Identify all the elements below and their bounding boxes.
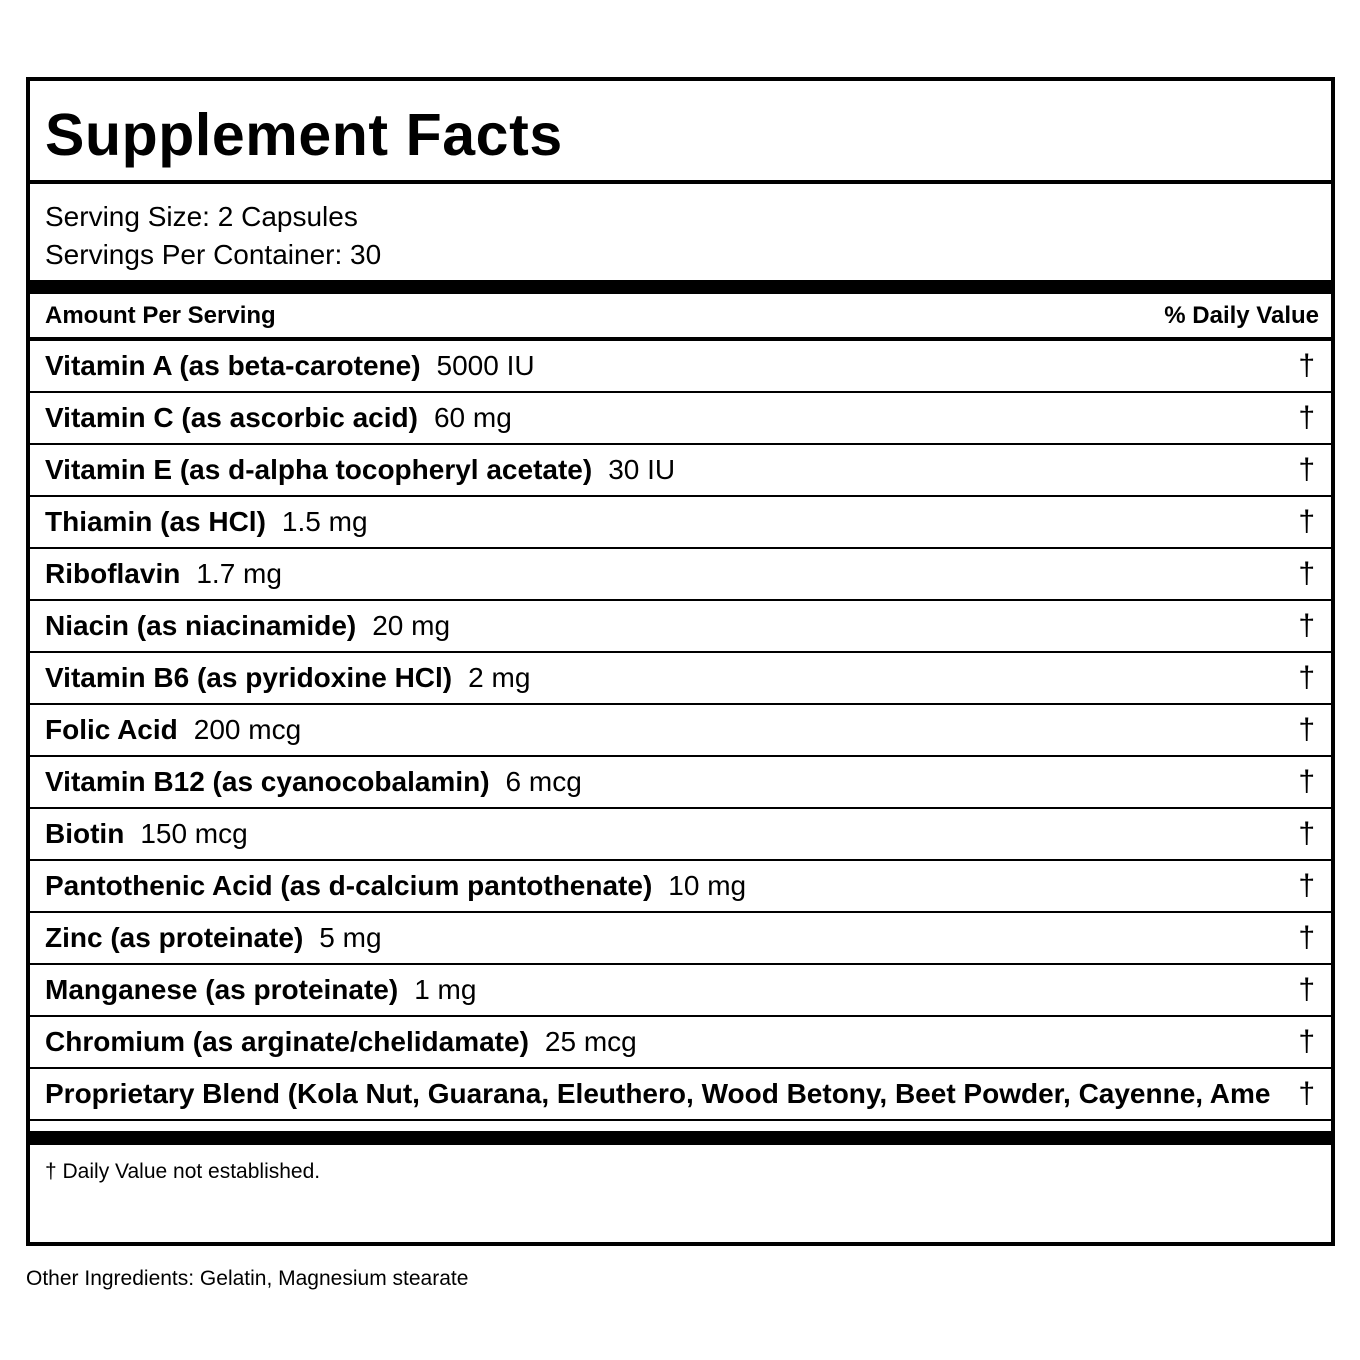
- nutrient-name: Vitamin A (as beta-carotene): [45, 350, 421, 381]
- proprietary-blend-text: Proprietary Blend (Kola Nut, Guarana, Eleuthero, Wood Betony, Beet Powder, Cayenne, Ame: [45, 1078, 1271, 1109]
- nutrient-row: [30, 809, 1331, 861]
- daily-value-header: % Daily Value: [1164, 302, 1319, 329]
- servings-per-container: Servings Per Container: 30: [45, 239, 382, 270]
- nutrient-text: [45, 454, 675, 486]
- nutrient-row: [30, 1017, 1331, 1069]
- nutrient-name: Riboflavin: [45, 558, 181, 589]
- nutrient-name: Thiamin (as HCl): [45, 506, 266, 537]
- nutrient-amount: 30 IU: [608, 454, 676, 485]
- nutrient-text: [45, 714, 301, 746]
- nutrient-amount: 150 mcg: [140, 818, 248, 849]
- nutrient-name: Vitamin B12 (as cyanocobalamin): [45, 766, 490, 797]
- nutrient-name: Pantothenic Acid (as d-calcium pantothenate): [45, 870, 653, 901]
- amount-per-serving-header: Amount Per Serving: [45, 302, 276, 329]
- nutrient-amount: 2 mg: [468, 662, 531, 693]
- serving-info: [30, 184, 1331, 294]
- nutrient-daily-value: †: [1298, 349, 1315, 382]
- proprietary-blend-daily-value: †: [1298, 1077, 1315, 1110]
- nutrient-name: Zinc (as proteinate): [45, 922, 304, 953]
- nutrient-daily-value: †: [1298, 817, 1315, 850]
- nutrient-text: [45, 974, 476, 1006]
- nutrient-text: [45, 558, 282, 590]
- nutrient-text: [45, 922, 382, 954]
- label-title: Supplement Facts: [45, 102, 563, 168]
- nutrient-daily-value: †: [1298, 713, 1315, 746]
- nutrient-row: [30, 601, 1331, 653]
- nutrient-row: [30, 705, 1331, 757]
- nutrient-daily-value: †: [1298, 973, 1315, 1006]
- nutrient-daily-value: †: [1298, 1025, 1315, 1058]
- nutrient-daily-value: †: [1298, 765, 1315, 798]
- nutrient-daily-value: †: [1298, 453, 1315, 486]
- nutrient-name: Chromium (as arginate/chelidamate): [45, 1026, 529, 1057]
- nutrient-row: [30, 341, 1331, 393]
- nutrient-amount: 1.5 mg: [281, 506, 368, 537]
- nutrient-daily-value: †: [1298, 557, 1315, 590]
- nutrient-text: [45, 1026, 637, 1058]
- nutrient-name: Niacin (as niacinamide): [45, 610, 357, 641]
- nutrient-name: Folic Acid: [45, 714, 178, 745]
- nutrient-daily-value: †: [1298, 661, 1315, 694]
- nutrient-row: [30, 445, 1331, 497]
- daily-value-footnote: † Daily Value not established.: [45, 1160, 321, 1183]
- nutrient-amount: 60 mg: [433, 402, 512, 433]
- proprietary-blend-row: [30, 1069, 1331, 1121]
- nutrient-row: [30, 861, 1331, 913]
- nutrient-row: [30, 393, 1331, 445]
- nutrient-name: Biotin: [45, 818, 125, 849]
- nutrient-text: [45, 402, 512, 434]
- nutrient-text: [45, 350, 535, 382]
- nutrient-list: [30, 341, 1331, 1069]
- other-ingredients: Other Ingredients: Gelatin, Magnesium stearate: [26, 1267, 469, 1290]
- title-block: [30, 81, 1331, 184]
- nutrient-amount: 20 mg: [372, 610, 451, 641]
- nutrient-amount: 5 mg: [319, 922, 382, 953]
- column-header-row: [30, 294, 1331, 341]
- nutrient-row: [30, 653, 1331, 705]
- nutrient-amount: 5000 IU: [436, 350, 535, 381]
- nutrient-row: [30, 549, 1331, 601]
- nutrient-daily-value: †: [1298, 505, 1315, 538]
- nutrient-amount: 10 mg: [668, 870, 747, 901]
- nutrient-row: [30, 757, 1331, 809]
- supplement-facts-panel: [26, 77, 1335, 1246]
- nutrient-text: [45, 506, 368, 538]
- nutrient-text: [45, 662, 530, 694]
- nutrient-daily-value: †: [1298, 401, 1315, 434]
- nutrient-text: [45, 766, 582, 798]
- nutrient-amount: 25 mcg: [544, 1026, 637, 1057]
- nutrient-amount: 1.7 mg: [196, 558, 282, 589]
- nutrient-daily-value: †: [1298, 609, 1315, 642]
- nutrient-name: Manganese (as proteinate): [45, 974, 399, 1005]
- nutrient-row: [30, 497, 1331, 549]
- nutrient-amount: 200 mcg: [193, 714, 302, 745]
- nutrient-name: Vitamin E (as d-alpha tocopheryl acetate): [45, 454, 593, 485]
- nutrient-amount: 1 mg: [414, 974, 477, 1005]
- nutrient-row: [30, 913, 1331, 965]
- nutrient-amount: 6 mcg: [505, 766, 582, 797]
- bottom-thick-divider: [30, 1121, 1331, 1145]
- nutrient-name: Vitamin B6 (as pyridoxine HCl): [45, 662, 453, 693]
- nutrient-text: [45, 818, 248, 850]
- nutrient-name: Vitamin C (as ascorbic acid): [45, 402, 418, 433]
- nutrient-daily-value: †: [1298, 921, 1315, 954]
- nutrient-daily-value: †: [1298, 869, 1315, 902]
- serving-size: Serving Size: 2 Capsules: [45, 201, 358, 232]
- nutrient-text: [45, 610, 450, 642]
- nutrient-text: [45, 870, 746, 902]
- nutrient-row: [30, 965, 1331, 1017]
